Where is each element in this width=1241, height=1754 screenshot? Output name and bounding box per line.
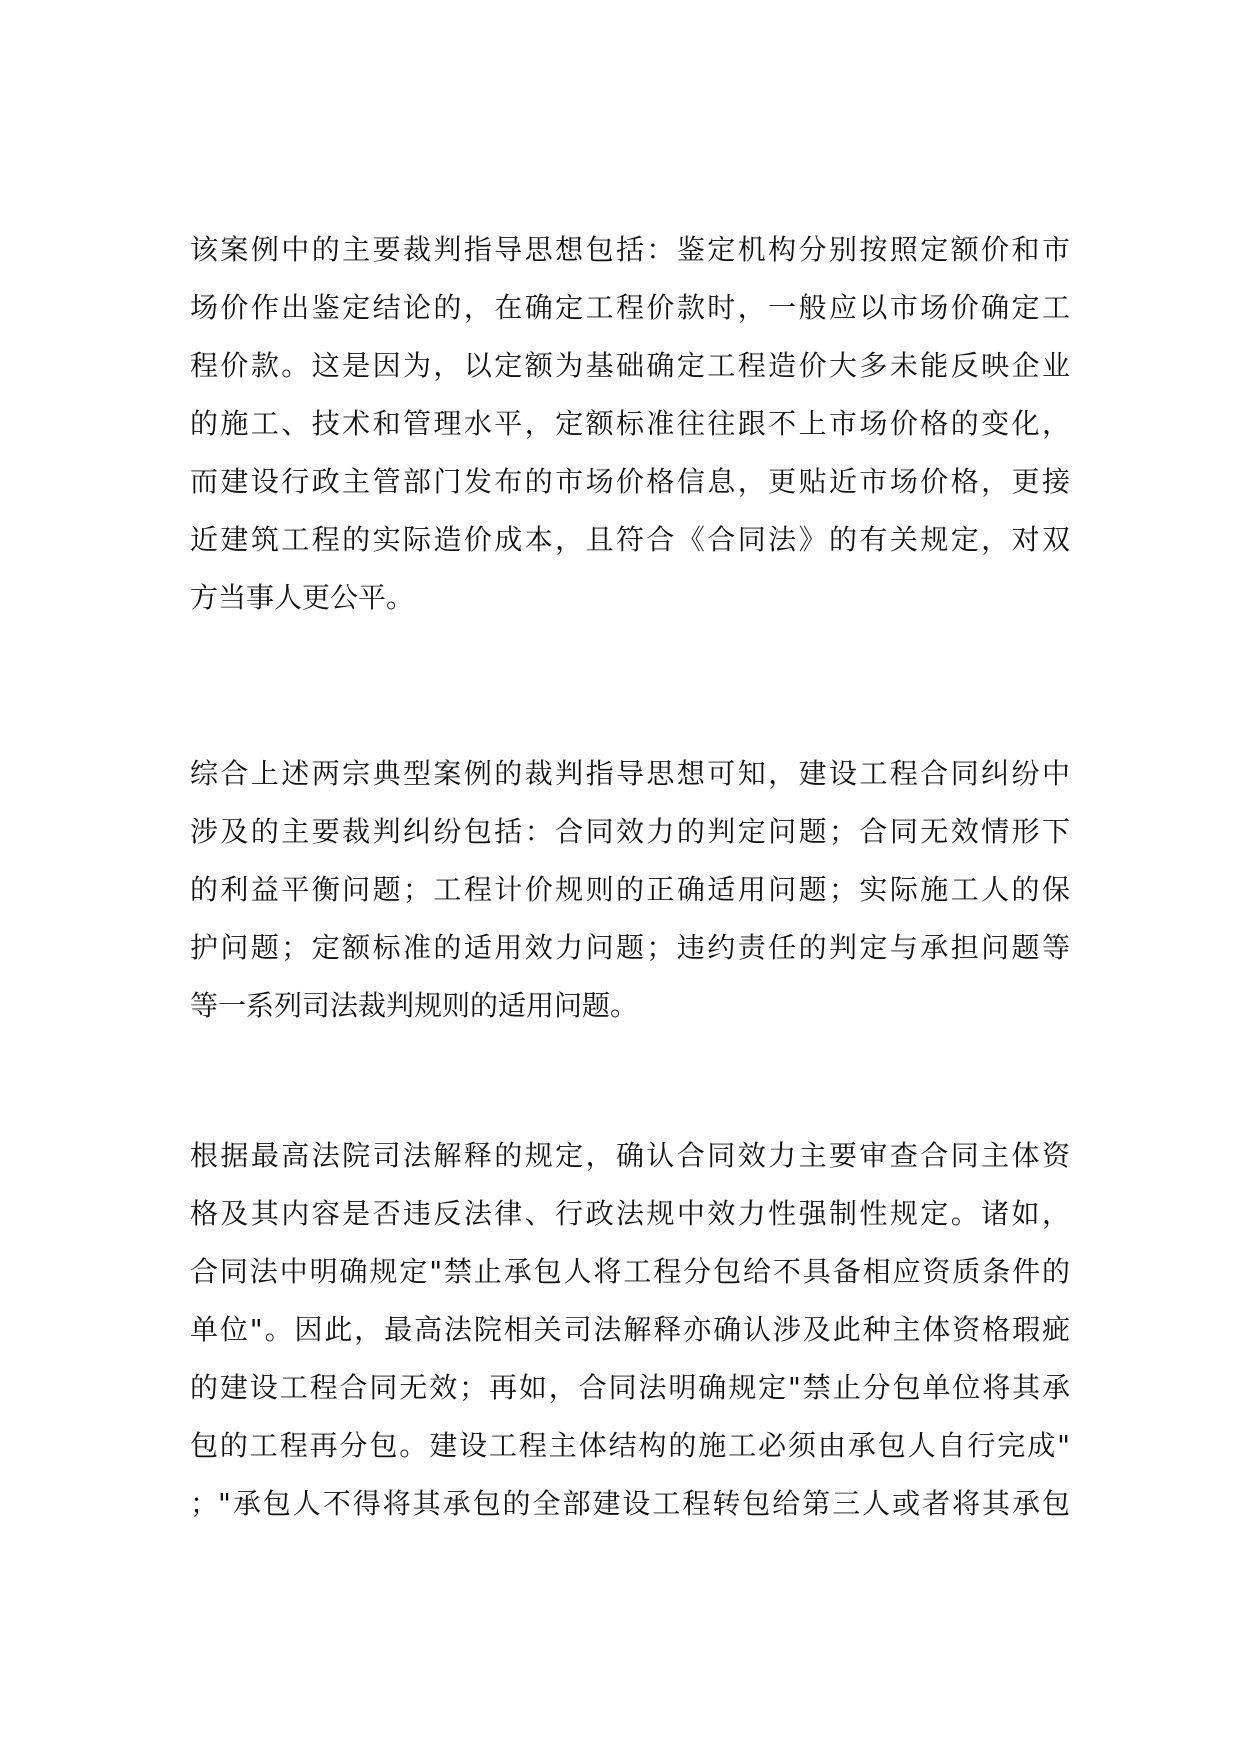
text-line: ；"承包人不得将其承包的全部建设工程转包给第三人或者将其承包 — [190, 1487, 1070, 1520]
paragraph-2 — [190, 745, 1070, 1035]
text-line: 等一系列司法裁判规则的适用问题。 — [190, 989, 639, 1022]
text-line: 的建设工程合同无效；再如，合同法明确规定"禁止分包单位将其承 — [190, 1371, 1070, 1404]
text-line: 包的工程再分包。建设工程主体结构的施工必须由承包人自行完成" — [190, 1429, 1070, 1462]
text-line: 的施工、技术和管理水平，定额标准往往跟不上市场价格的变化， — [190, 407, 1070, 440]
text-line: 程价款。这是因为，以定额为基础确定工程造价大多未能反映企业 — [190, 349, 1070, 382]
text-line: 综合上述两宗典型案例的裁判指导思想可知，建设工程合同纠纷中 — [190, 757, 1070, 790]
text-line: 场价作出鉴定结论的，在确定工程价款时，一般应以市场价确定工 — [190, 291, 1070, 324]
text-line: 护问题；定额标准的适用效力问题；违约责任的判定与承担问题等 — [190, 931, 1070, 964]
text-line: 的利益平衡问题；工程计价规则的正确适用问题；实际施工人的保 — [190, 873, 1070, 906]
text-line: 该案例中的主要裁判指导思想包括：鉴定机构分别按照定额价和市 — [190, 233, 1070, 266]
text-line: 单位"。因此，最高法院相关司法解释亦确认涉及此种主体资格瑕疵 — [190, 1313, 1070, 1346]
text-line: 格及其内容是否违反法律、行政法规中效力性强制性规定。诸如， — [190, 1197, 1070, 1230]
text-line: 涉及的主要裁判纠纷包括：合同效力的判定问题；合同无效情形下 — [190, 815, 1070, 848]
text-line: 而建设行政主管部门发布的市场价格信息，更贴近市场价格，更接 — [190, 465, 1070, 498]
text-line: 合同法中明确规定"禁止承包人将工程分包给不具备相应资质条件的 — [190, 1255, 1070, 1288]
text-line: 根据最高法院司法解释的规定，确认合同效力主要审查合同主体资 — [190, 1139, 1070, 1172]
paragraph-1 — [190, 221, 1070, 627]
text-line: 近建筑工程的实际造价成本，且符合《合同法》的有关规定，对双 — [190, 523, 1070, 556]
paragraph-3 — [190, 1127, 1070, 1533]
text-line: 方当事人更公平。 — [190, 581, 415, 614]
